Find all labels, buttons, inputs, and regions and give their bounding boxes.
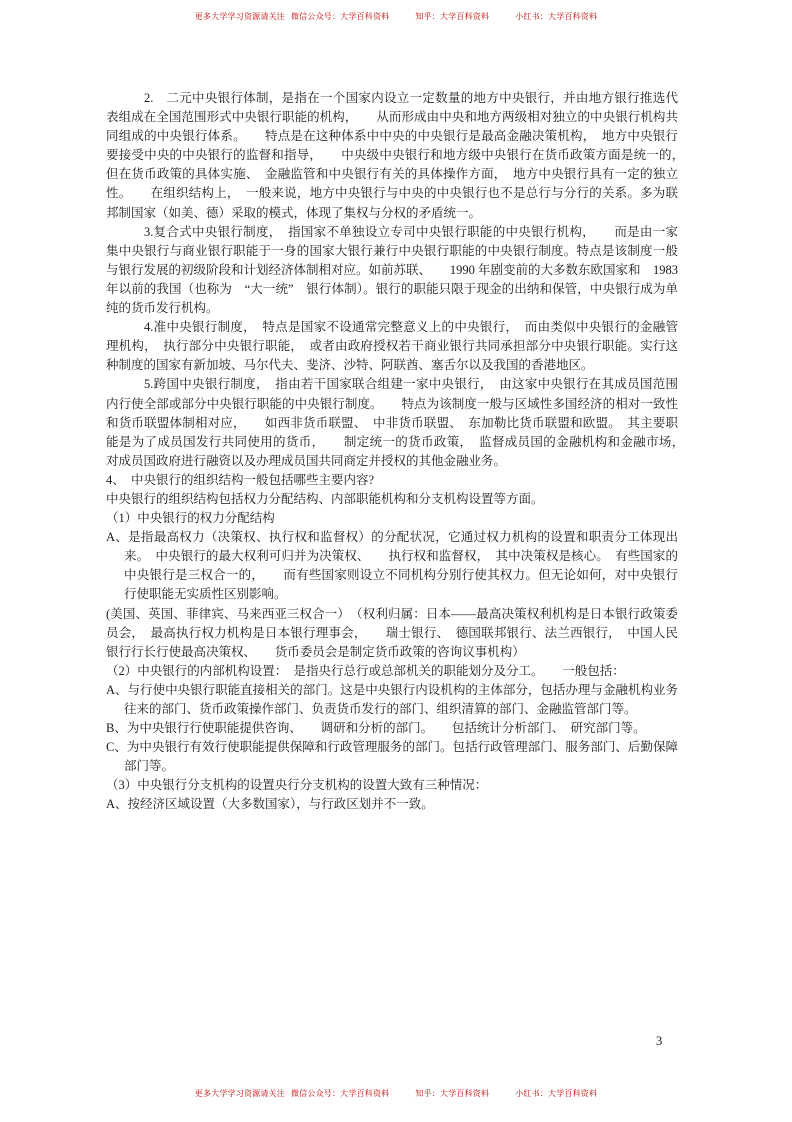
footer-notice-wechat: 微信公众号：大学百科资料 xyxy=(290,1089,390,1098)
heading-power-structure: （1）中央银行的权力分配结构 xyxy=(106,511,275,526)
document-body xyxy=(106,89,691,815)
para-quasi-central-bank-system: 4.准中央银行制度， 特点是国家不设通常完整意义上的中央银行， 而由类似中央银行的金融管理机构， 执行部分中央银行职能， 或者由政府授权若干商业银行共同承担部分中央银行职能。实行这种制度的国家有新加坡、马尔代夫、斐济、沙特、阿联酋、塞舌尔以及我国的香港地区。 xyxy=(106,320,678,373)
para-internal-structure-b: B、为中央银行行使职能提供咨询、 调研和分析的部门。 包括统计分析部门、 研究部门等。 xyxy=(106,721,646,736)
footer-notice-prefix: 更多大学学习资源请关注 xyxy=(194,1089,285,1098)
heading-branch-structure: （3）中央银行分支机构的设置央行分支机构的设置大致有三种情况： xyxy=(106,778,488,793)
header-notice-zhihu: 知乎：大学百科资料 xyxy=(415,12,490,21)
para-internal-structure-a: A、与行使中央银行职能直接相关的部门。这是中央银行内设机构的主体部分，包括办理与金融机构业务往来的部门、货币政策操作部门、负责货币发行的部门、组织清算的部门、金融监管部门等。 xyxy=(106,682,678,716)
para-transnational-central-bank-system: 5.跨国中央银行制度， 指由若干国家联合组建一家中央银行， 由这家中央银行在其成员国范围内行使全部或部分中央银行职能的中央银行制度。 特点为该制度一般与区域性多国经济的相对一致性和货币联盟体制相对应， 如西非货币联盟、 中非货币联盟、 东加勒比货币联盟和欧盟。 其主要职能是为了成员国发行共同使用的货币， 制定统一的货币政策， 监督成员国的金融机构和金融市场， 对成员国政府进行融资以及办理成员国共同商定并授权的其他金融业务。 xyxy=(106,377,691,468)
header-notice-wechat: 微信公众号：大学百科资料 xyxy=(290,12,390,21)
para-power-attribution-examples: (美国、英国、菲律宾、马来西亚三权合一） （权利归属：日本——最高决策权利机构是日本银行政策委员会， 最高执行权力机构是日本银行理事会， 瑞士银行、 德国联邦银行、法兰西银行， 中国人民银行行长行使最高决策权、 货币委员会是制定货币政策的咨询议事机构） xyxy=(106,606,678,659)
header-notice xyxy=(0,11,792,22)
header-notice-prefix: 更多大学学习资源请关注 xyxy=(194,12,285,21)
para-composite-central-bank-system: 3.复合式中央银行制度， 指国家不单独设立专司中央银行职能的中央银行机构， 而是由一家集中央银行与商业银行职能于一身的国家大银行兼行中央银行职能的中央银行制度。特点是该制度一般与银行发展的初级阶段和计划经济体制相对应。如前苏联、 1990 年剧变前的大多数东欧国家和 1983 年以前的我国（也称为 “大一统” 银行体制）。银行的职能只限于现金的出纳和保管，中央银行成为单纯的货币发行机构。 xyxy=(106,224,678,316)
page-number: 3 xyxy=(656,1034,663,1048)
para-dual-central-bank-system: 2. 二元中央银行体制，是指在一个国家内设立一定数量的地方中央银行，并由地方银行推选代表组成在全国范围形式中央银行职能的机构， 从而形成由中央和地方两级相对独立的中央银行机构共同组成的中央银行体系。 特点是在这种体系中中央的中央银行是最高金融决策机构， 地方中央银行要接受中央的中央银行的监督和指导， 中央级中央银行和地方级中央银行在货币政策方面是统一的， 但在货币政策的具体实施、 金融监管和中央银行有关的具体操作方面， 地方中央银行具有一定的独立性。 在组织结构上， 一般来说，地方中央银行与中央的中央银行也不是总行与分行的关系。多为联邦制国家（如美、德）采取的模式，体现了集权与分权的矛盾统一。 xyxy=(106,91,691,220)
heading-internal-structure: （2）中央银行的内部机构设置： 是指央行总行或总部机关的职能划分及分工。 一般包括： xyxy=(106,663,625,678)
para-branch-structure-a: A、按经济区域设置（大多数国家），与行政区划并不一致。 xyxy=(106,797,434,812)
answer-overview: 中央银行的组织结构包括权力分配结构、内部职能机构和分支机构设置等方面。 xyxy=(106,491,544,506)
para-power-structure-a: A、是指最高权力（决策权、执行权和监督权）的分配状况，它通过权力机构的设置和职责分工体现出来。 中央银行的最大权利可归并为决策权、 执行权和监督权， 其中决策权是核心。 有些国家的中央银行是三权合一的， 而有些国家则设立不同机构分别行使其权力。但无论如何，对中央银行行使职能无实质性区别影响。 xyxy=(106,530,678,602)
header-notice-xiaohongshu: 小红书：大学百科资料 xyxy=(515,12,598,21)
footer-notice-xiaohongshu: 小红书：大学百科资料 xyxy=(515,1089,598,1098)
para-internal-structure-c: C、为中央银行有效行使职能提供保障和行政管理服务的部门。包括行政管理部门、服务部门、后勤保障部门等。 xyxy=(106,740,678,774)
footer-notice xyxy=(0,1088,792,1099)
footer-notice-zhihu: 知乎：大学百科资料 xyxy=(415,1089,490,1098)
question-4-title: 4、 中央银行的组织结构一般包括哪些主要内容? xyxy=(106,472,375,487)
